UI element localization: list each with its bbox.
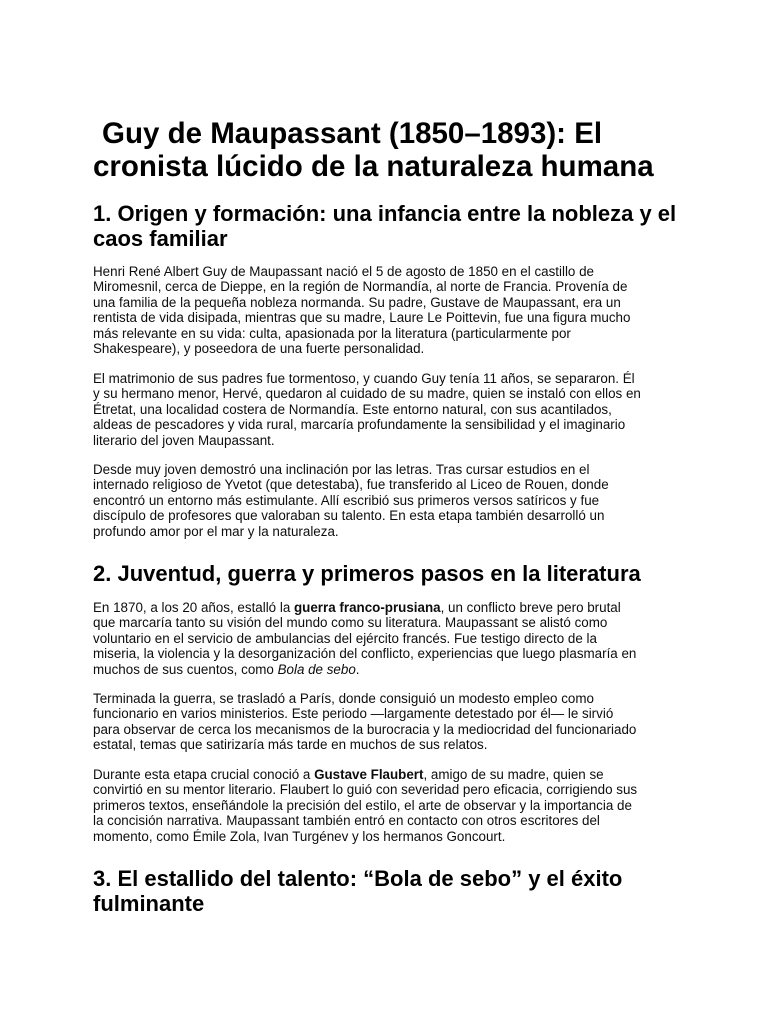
text-line: Henri René Albert Guy de Maupassant nació el 5 de agosto de 1850 en el castillo de — [93, 264, 594, 279]
document-page — [93, 117, 713, 929]
paragraph — [93, 371, 713, 448]
italic-text: Bola de sebo — [277, 661, 356, 677]
section-3 — [93, 867, 713, 916]
text-run: , un conflicto breve pero brutal — [440, 599, 621, 615]
text-line: funcionario en varios ministerios. Este periodo —largamente detestado por él— le sirvió — [93, 706, 614, 722]
text-line: primeros textos, enseñándole la precisión del estilo, el arte de observar y la importancia de — [93, 797, 632, 813]
text-run: , amigo de su madre, quien se — [423, 766, 604, 782]
text-run: muchos de sus cuentos, como — [93, 661, 278, 677]
title-line: cronista lúcido de la naturaleza humana — [93, 150, 654, 183]
text-line: internado religioso de Yvetot (que detestaba), fue transferido al Liceo de Rouen, donde — [93, 477, 609, 493]
paragraph — [93, 767, 713, 844]
text-line: Miromesnil, cerca de Dieppe, en la región de Normandía, al norte de Francia. Provenía de — [93, 279, 628, 295]
text-line: y su hermano menor, Hervé, quedaron al cuidado de su madre, quien se instaló con ellos en — [93, 386, 641, 402]
paragraph — [93, 462, 713, 539]
section-2-heading — [93, 562, 713, 587]
text-line: voluntario en el servicio de ambulancias del ejército francés. Fue testigo directo de la — [93, 630, 597, 646]
bold-text: guerra franco-prusiana — [294, 599, 441, 615]
heading-line: 3. El estallido del talento: “Bola de sebo” y el éxito — [93, 866, 623, 892]
text-line: Shakespeare), y poseedora de una fuerte personalidad. — [93, 341, 425, 357]
text-run: En 1870, a los 20 años, estalló la — [93, 599, 294, 615]
document-title — [93, 117, 713, 183]
heading-line: fulminante — [93, 890, 205, 916]
section-1 — [93, 202, 713, 539]
text-line: encontró un entorno más estimulante. Allí escribió sus primeros versos satíricos y fue — [93, 492, 600, 508]
text-line: Desde muy joven demostró una inclinación por las letras. Tras cursar estudios en el — [93, 461, 590, 477]
text-line: literario del joven Maupassant. — [93, 432, 275, 448]
heading-line: caos familiar — [93, 225, 228, 251]
text-line: Terminada la guerra, se trasladó a París, donde consiguió un modesto empleo como — [93, 691, 594, 707]
text-line — [93, 600, 713, 615]
text-line: más relevante en su vida: culta, apasionada por la literatura (particularmente por — [93, 325, 571, 341]
text-run: Durante esta etapa crucial conoció a — [93, 766, 315, 782]
paragraph — [93, 600, 713, 677]
text-line: momento, como Émile Zola, Ivan Turgénev y los hermanos Goncourt. — [93, 828, 506, 844]
text-line — [93, 767, 713, 782]
text-line: discípulo de profesores que valoraban su talento. En esta etapa también desarrolló un — [93, 508, 605, 524]
text-line: El matrimonio de sus padres fue tormentoso, y cuando Guy tenía 11 años, se separaron. Él — [93, 370, 635, 386]
bold-text: Gustave Flaubert — [314, 766, 424, 782]
text-line — [93, 662, 713, 677]
text-line: para observar de cerca los mecanismos de la burocracia y la mediocridad del funcionariado — [93, 721, 637, 737]
text-line: la concisión narrativa. Maupassant también entró en contacto con otros escritores del — [93, 813, 600, 829]
paragraph — [93, 691, 713, 753]
title-line: Guy de Maupassant (1850–1893): El — [102, 117, 603, 150]
heading-line: 2. Juventud, guerra y primeros pasos en la literatura — [93, 561, 641, 587]
text-run: . — [355, 661, 360, 677]
text-line: estatal, temas que satirizaría más tarde en muchos de sus relatos. — [93, 737, 488, 753]
section-3-heading — [93, 867, 713, 916]
heading-line: 1. Origen y formación: una infancia entre la nobleza y el — [93, 201, 677, 226]
text-line: profundo amor por el mar y la naturaleza. — [93, 523, 339, 539]
section-1-heading — [93, 202, 713, 251]
text-line: miseria, la violencia y la desorganización del conflicto, experiencias que luego plasmaría en — [93, 646, 637, 662]
text-line: Étretat, una localidad costera de Normandía. Este entorno natural, con sus acantilados, — [93, 401, 612, 417]
text-line: rentista de vida disipada, mientras que su madre, Laure Le Poittevin, fue una figura mucho — [93, 310, 631, 326]
text-line: que marcaría tanto su visión del mundo como su literatura. Maupassant se alistó como — [93, 615, 608, 631]
section-2 — [93, 562, 713, 844]
text-line: convirtió en su mentor literario. Flaubert lo guió con severidad pero eficacia, corrigiendo sus — [93, 782, 638, 798]
paragraph — [93, 264, 713, 357]
text-line: una familia de la pequeña nobleza normanda. Su padre, Gustave de Maupassant, era un — [93, 294, 621, 310]
text-line: aldeas de pescadores y vida rural, marcaría profundamente la sensibilidad y el imaginario — [93, 417, 626, 433]
